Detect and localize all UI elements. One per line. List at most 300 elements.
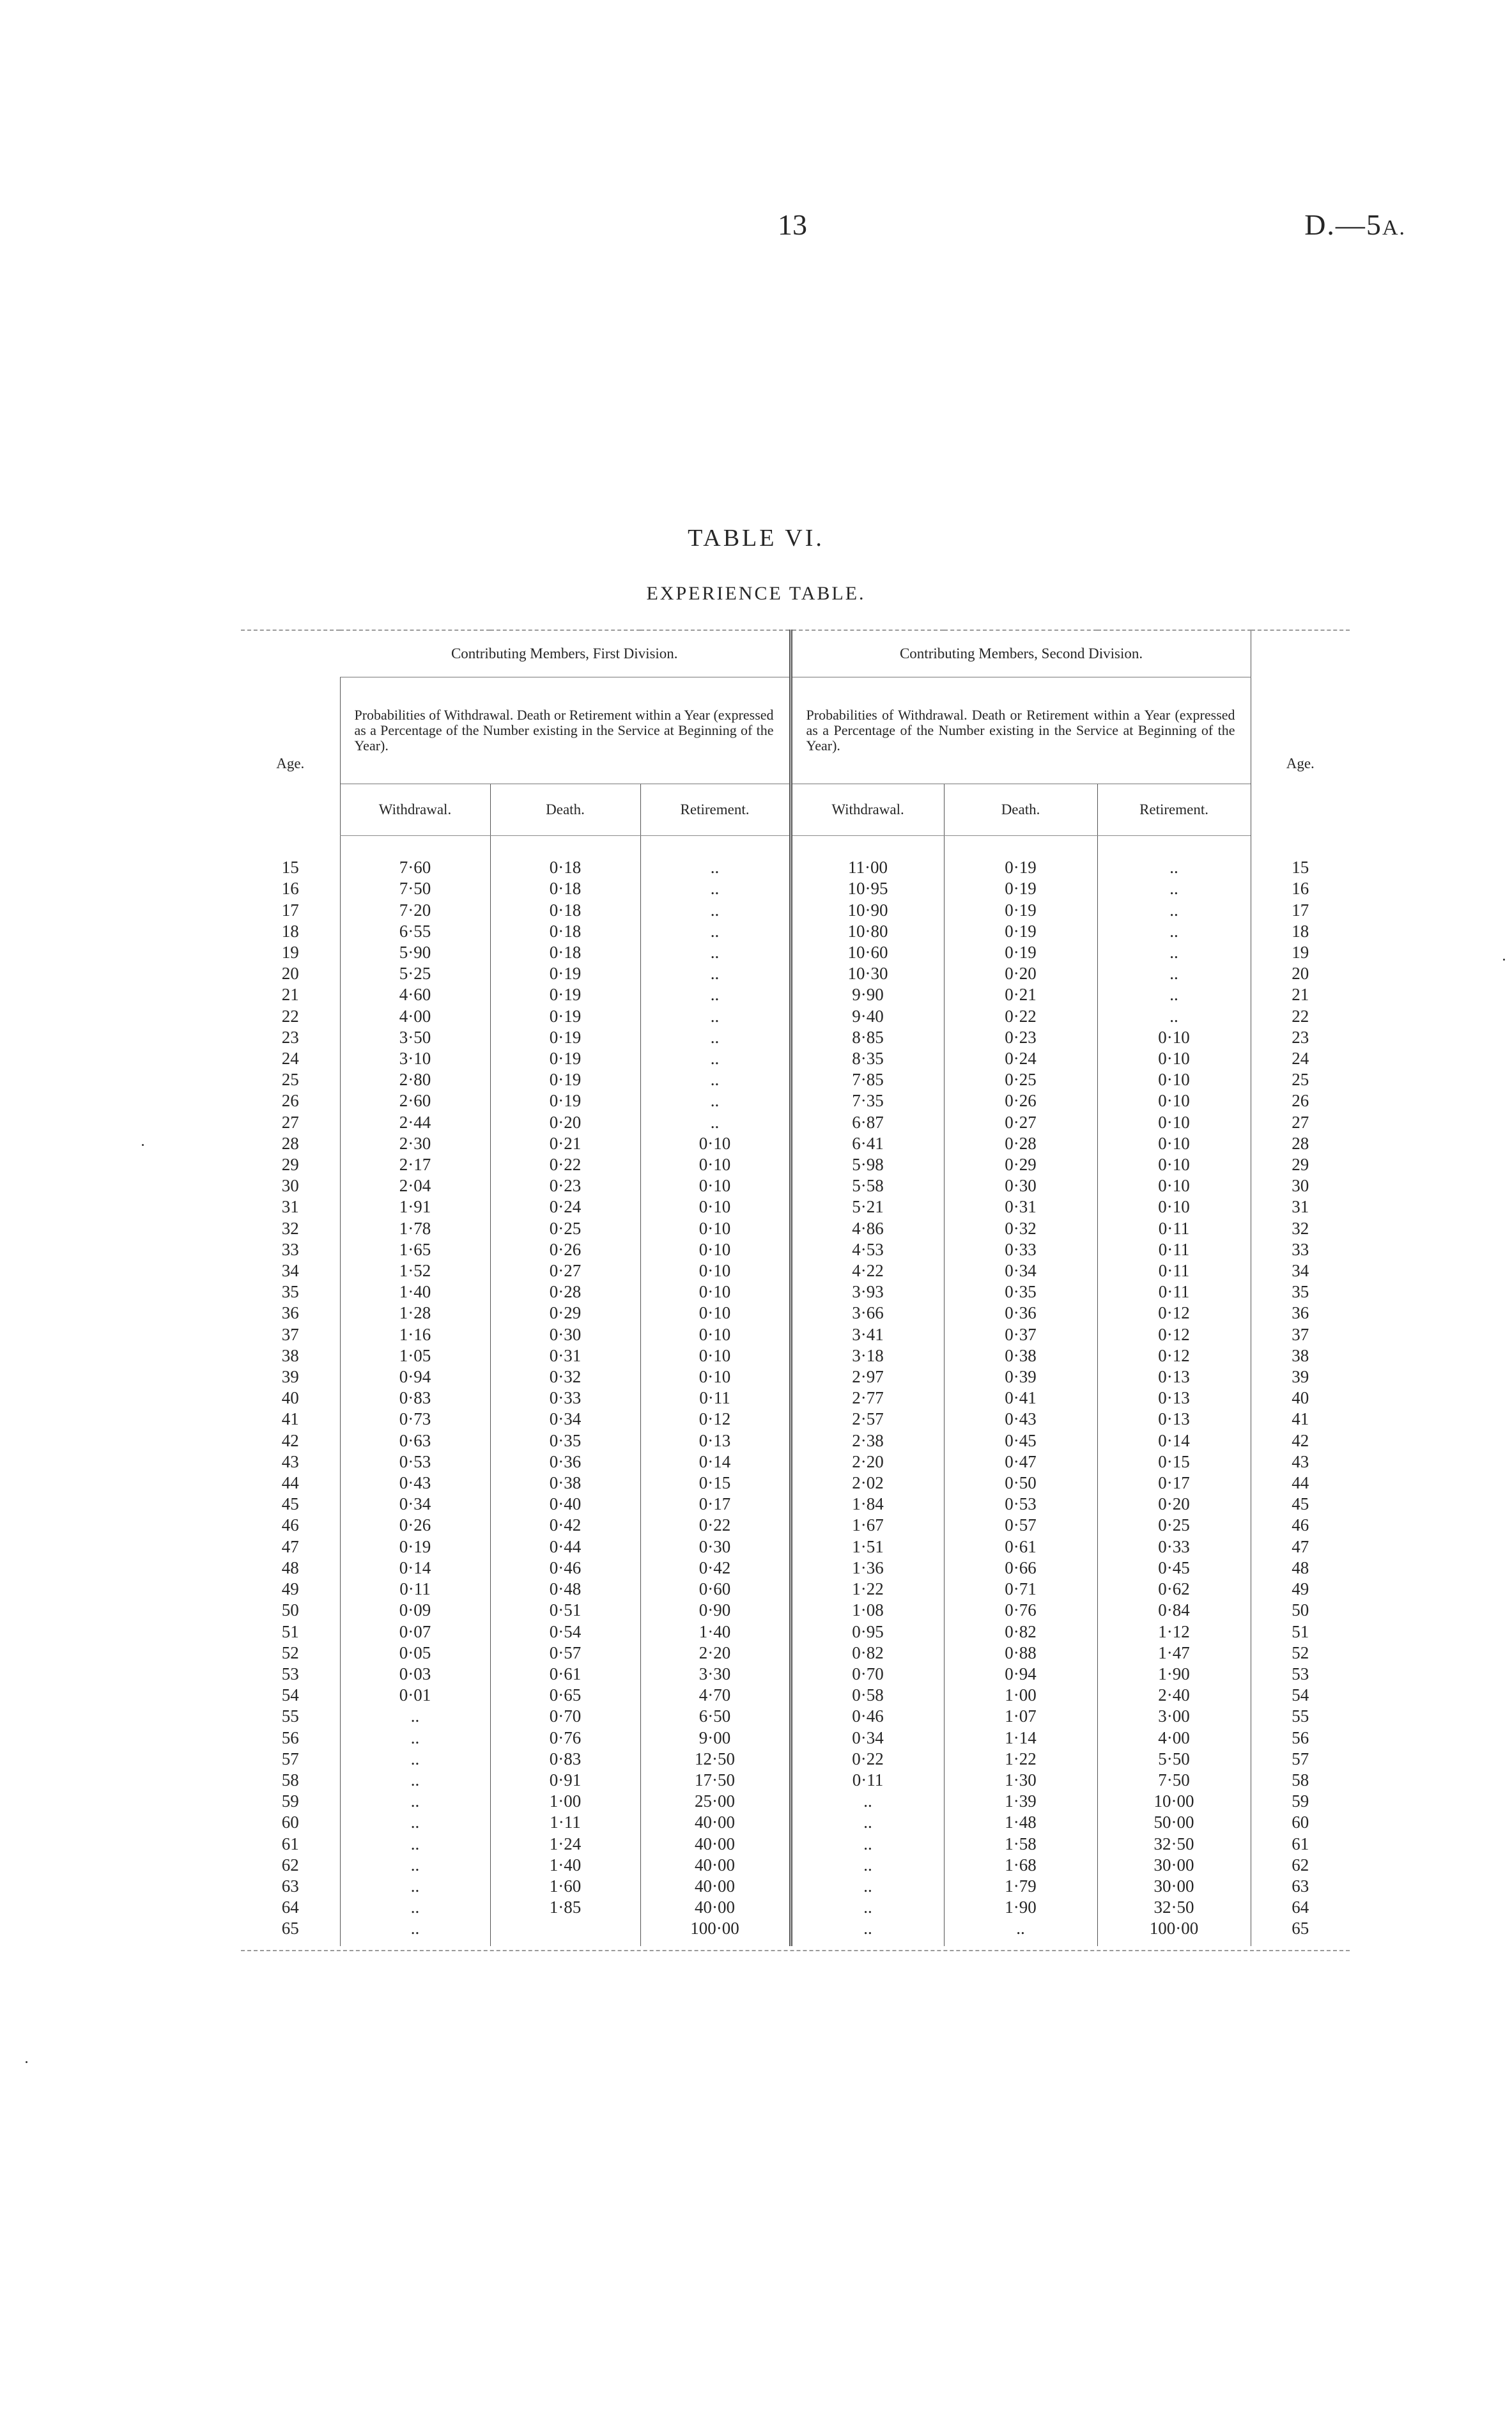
first-death-cell: 0·70	[490, 1706, 640, 1727]
second-death-cell: 1·79	[944, 1876, 1097, 1897]
first-retirement-cell: 40·00	[640, 1812, 791, 1833]
age-cell-right: 27	[1251, 1112, 1350, 1133]
age-cell-right: 26	[1251, 1090, 1350, 1111]
first-death-cell: 1·60	[490, 1876, 640, 1897]
second-retirement-cell: 0·12	[1097, 1345, 1251, 1366]
second-withdrawal-cell: 3·66	[791, 1303, 944, 1324]
first-retirement-cell: ..	[640, 878, 791, 899]
first-withdrawal-cell: ..	[340, 1876, 490, 1897]
first-withdrawal-cell: 0·34	[340, 1494, 490, 1515]
first-retirement-cell: 12·50	[640, 1749, 791, 1770]
age-cell-right: 34	[1251, 1260, 1350, 1281]
second-death-cell: 0·57	[944, 1515, 1097, 1536]
table-row	[241, 1812, 1350, 1833]
first-death-cell: 0·54	[490, 1621, 640, 1643]
first-withdrawal-cell: 1·78	[340, 1218, 490, 1239]
second-death-cell: 0·61	[944, 1536, 1097, 1558]
age-cell-right: 45	[1251, 1494, 1350, 1515]
table-row	[241, 1154, 1350, 1175]
table-row	[241, 1473, 1350, 1494]
age-cell-right: 39	[1251, 1366, 1350, 1388]
second-withdrawal-cell: 10·60	[791, 942, 944, 963]
table-row	[241, 1430, 1350, 1451]
spacer-cell	[490, 836, 640, 858]
second-withdrawal-cell: 0·22	[791, 1749, 944, 1770]
table-row	[241, 1706, 1350, 1727]
second-death-cell: 1·07	[944, 1706, 1097, 1727]
first-withdrawal-cell: 2·80	[340, 1069, 490, 1090]
second-retirement-cell: 0·17	[1097, 1473, 1251, 1494]
second-withdrawal-cell: 3·18	[791, 1345, 944, 1366]
second-withdrawal-cell: 2·57	[791, 1409, 944, 1430]
first-death-cell: 0·42	[490, 1515, 640, 1536]
second-retirement-cell: 1·90	[1097, 1664, 1251, 1685]
first-death-cell: 0·18	[490, 900, 640, 921]
table-row	[241, 1770, 1350, 1791]
first-withdrawal-cell: 0·09	[340, 1600, 490, 1621]
spacer-cell	[340, 836, 490, 858]
second-retirement-cell: 32·50	[1097, 1834, 1251, 1855]
first-death-cell: 0·32	[490, 1366, 640, 1388]
second-retirement-cell: 0·13	[1097, 1388, 1251, 1409]
table-row	[241, 1685, 1350, 1706]
first-withdrawal-cell: 0·01	[340, 1685, 490, 1706]
second-retirement-cell: 0·11	[1097, 1260, 1251, 1281]
first-retirement-cell: 0·30	[640, 1536, 791, 1558]
table-row	[241, 1643, 1350, 1664]
second-withdrawal-cell: 1·22	[791, 1579, 944, 1600]
second-death-cell: 0·37	[944, 1324, 1097, 1345]
second-retirement-cell: 0·10	[1097, 1069, 1251, 1090]
second-death-cell: 0·30	[944, 1175, 1097, 1196]
spacer-cell	[791, 836, 944, 858]
age-cell-left: 61	[281, 1834, 299, 1853]
first-withdrawal-cell: 0·07	[340, 1621, 490, 1643]
first-retirement-cell: 0·22	[640, 1515, 791, 1536]
first-retirement-cell: 0·60	[640, 1579, 791, 1600]
age-cell-right: 35	[1251, 1281, 1350, 1303]
age-cell-left: 45	[281, 1494, 299, 1514]
table-row	[241, 1409, 1350, 1430]
table-body	[241, 836, 1350, 1946]
age-cell-right: 59	[1251, 1791, 1350, 1812]
second-withdrawal-cell: 10·95	[791, 878, 944, 899]
second-withdrawal-cell: 2·77	[791, 1388, 944, 1409]
second-retirement-cell: 30·00	[1097, 1855, 1251, 1876]
second-withdrawal-cell: ..	[791, 1812, 944, 1833]
second-retirement-cell: 0·20	[1097, 1494, 1251, 1515]
table-row	[241, 1791, 1350, 1812]
first-death-cell: 0·76	[490, 1728, 640, 1749]
second-withdrawal-cell: 10·90	[791, 900, 944, 921]
first-withdrawal-cell: 3·10	[340, 1048, 490, 1069]
second-withdrawal-cell: 8·85	[791, 1027, 944, 1048]
first-withdrawal-cell: ..	[340, 1812, 490, 1833]
age-cell-right: 28	[1251, 1133, 1350, 1154]
second-withdrawal-cell: 5·21	[791, 1196, 944, 1218]
first-withdrawal-cell: 2·30	[340, 1133, 490, 1154]
age-cell-right: 41	[1251, 1409, 1350, 1430]
first-death-cell: 0·19	[490, 1069, 640, 1090]
document-reference	[1214, 208, 1406, 242]
second-death-cell: 0·19	[944, 921, 1097, 942]
first-withdrawal-cell: 2·17	[340, 1154, 490, 1175]
age-cell-right: 62	[1251, 1855, 1350, 1876]
first-death-cell	[490, 1918, 640, 1945]
first-death-cell: 0·19	[490, 1048, 640, 1069]
age-cell-right: 36	[1251, 1303, 1350, 1324]
second-withdrawal-cell: 0·82	[791, 1643, 944, 1664]
second-death-cell: 0·19	[944, 942, 1097, 963]
first-withdrawal-cell: 2·60	[340, 1090, 490, 1111]
age-cell-right: 30	[1251, 1175, 1350, 1196]
table-row	[241, 1303, 1350, 1324]
age-cell-left: 63	[281, 1876, 299, 1896]
first-death-cell: 0·34	[490, 1409, 640, 1430]
table-row	[241, 1855, 1350, 1876]
first-death-cell: 0·61	[490, 1664, 640, 1685]
second-death-cell: 0·47	[944, 1451, 1097, 1473]
experience-table-wrapper	[241, 630, 1350, 1946]
second-retirement-cell: 0·12	[1097, 1303, 1251, 1324]
table-row	[241, 1281, 1350, 1303]
first-death-cell: 0·19	[490, 1006, 640, 1027]
second-division-description-text: Probabilities of Withdrawal. Death or Retirement within a Year (expressed as a Percentage of the Number existing in the Service at Beginning of the Year).	[806, 707, 1235, 754]
second-death-cell: 0·94	[944, 1664, 1097, 1685]
second-death-cell: 0·45	[944, 1430, 1097, 1451]
table-row	[241, 1728, 1350, 1749]
first-retirement-cell: 0·15	[640, 1473, 791, 1494]
first-death-cell: 0·18	[490, 921, 640, 942]
second-retirement-cell: 0·10	[1097, 1090, 1251, 1111]
second-withdrawal-cell: 1·51	[791, 1536, 944, 1558]
first-retirement-header: Retirement.	[640, 784, 791, 836]
table-row	[241, 1536, 1350, 1558]
first-withdrawal-cell: ..	[340, 1728, 490, 1749]
second-withdrawal-cell: 1·67	[791, 1515, 944, 1536]
second-withdrawal-cell: ..	[791, 1897, 944, 1918]
second-death-cell: 0·23	[944, 1027, 1097, 1048]
age-cell-right: 22	[1251, 1006, 1350, 1027]
first-death-cell: 0·65	[490, 1685, 640, 1706]
first-retirement-cell: 40·00	[640, 1897, 791, 1918]
first-withdrawal-cell: 0·53	[340, 1451, 490, 1473]
first-death-cell: 0·28	[490, 1281, 640, 1303]
age-cell-left: 28	[281, 1133, 299, 1153]
first-retirement-cell: 0·90	[640, 1600, 791, 1621]
first-death-cell: 1·11	[490, 1812, 640, 1833]
table-row	[241, 984, 1350, 1005]
table-row	[241, 1069, 1350, 1090]
second-withdrawal-cell: 9·90	[791, 984, 944, 1005]
age-cell-left: 31	[281, 1197, 299, 1217]
first-death-cell: 0·18	[490, 857, 640, 878]
first-death-cell: 0·18	[490, 942, 640, 963]
first-withdrawal-cell: 0·63	[340, 1430, 490, 1451]
second-retirement-cell: 32·50	[1097, 1897, 1251, 1918]
first-withdrawal-cell: 7·20	[340, 900, 490, 921]
table-row	[241, 1133, 1350, 1154]
second-retirement-cell: ..	[1097, 942, 1251, 963]
first-death-cell: 0·35	[490, 1430, 640, 1451]
second-withdrawal-cell: 2·02	[791, 1473, 944, 1494]
first-withdrawal-cell: 5·25	[340, 963, 490, 984]
first-retirement-cell: 0·17	[640, 1494, 791, 1515]
second-retirement-cell: ..	[1097, 900, 1251, 921]
first-withdrawal-cell: 5·90	[340, 942, 490, 963]
age-cell-left: 35	[281, 1282, 299, 1302]
age-cell-left: 30	[281, 1176, 299, 1196]
age-cell-left: 24	[281, 1049, 299, 1069]
age-cell-right: 51	[1251, 1621, 1350, 1643]
first-death-cell: 0·26	[490, 1239, 640, 1260]
first-death-cell: 0·36	[490, 1451, 640, 1473]
age-cell-right: 65	[1251, 1918, 1350, 1945]
second-withdrawal-cell: 0·46	[791, 1706, 944, 1727]
second-death-cell: 0·43	[944, 1409, 1097, 1430]
first-withdrawal-cell: 6·55	[340, 921, 490, 942]
first-retirement-cell: ..	[640, 1006, 791, 1027]
second-death-cell: 1·00	[944, 1685, 1097, 1706]
second-retirement-cell: 0·11	[1097, 1281, 1251, 1303]
first-retirement-cell: 0·10	[640, 1345, 791, 1366]
first-retirement-cell: 0·10	[640, 1133, 791, 1154]
table-row	[241, 1027, 1350, 1048]
first-death-cell: 0·48	[490, 1579, 640, 1600]
second-withdrawal-cell: 7·35	[791, 1090, 944, 1111]
second-death-cell: 0·82	[944, 1621, 1097, 1643]
page-number: 13	[778, 208, 807, 241]
table-row	[241, 1664, 1350, 1685]
table-row	[241, 857, 1350, 878]
first-withdrawal-cell: 0·94	[340, 1366, 490, 1388]
second-death-cell: 0·34	[944, 1260, 1097, 1281]
age-cell-right: 44	[1251, 1473, 1350, 1494]
table-row	[241, 878, 1350, 899]
first-death-cell: 0·51	[490, 1600, 640, 1621]
age-cell-left: 32	[281, 1218, 299, 1238]
first-withdrawal-cell: 0·14	[340, 1558, 490, 1579]
table-row	[241, 1388, 1350, 1409]
age-cell-left: 48	[281, 1558, 299, 1577]
second-withdrawal-cell: 3·41	[791, 1324, 944, 1345]
second-withdrawal-cell: 0·70	[791, 1664, 944, 1685]
second-retirement-cell: 1·12	[1097, 1621, 1251, 1643]
age-cell-left: 53	[281, 1664, 299, 1683]
table-subtitle: EXPERIENCE TABLE.	[646, 583, 866, 604]
first-retirement-cell: 0·10	[640, 1218, 791, 1239]
age-cell-left: 65	[281, 1919, 299, 1938]
first-division-description	[340, 677, 791, 784]
age-cell-left: 46	[281, 1515, 299, 1535]
first-retirement-cell: 6·50	[640, 1706, 791, 1727]
second-death-cell: 1·39	[944, 1791, 1097, 1812]
second-withdrawal-cell: 0·58	[791, 1685, 944, 1706]
age-cell-right: 49	[1251, 1579, 1350, 1600]
second-death-cell: 1·68	[944, 1855, 1097, 1876]
first-withdrawal-cell: 2·04	[340, 1175, 490, 1196]
second-withdrawal-cell: 8·35	[791, 1048, 944, 1069]
first-retirement-cell: 9·00	[640, 1728, 791, 1749]
first-death-cell: 0·38	[490, 1473, 640, 1494]
age-cell-right: 61	[1251, 1834, 1350, 1855]
second-withdrawal-header: Withdrawal.	[791, 784, 944, 836]
second-retirement-cell: 10·00	[1097, 1791, 1251, 1812]
age-cell-left: 17	[281, 900, 299, 920]
age-cell-right: 32	[1251, 1218, 1350, 1239]
age-cell-left: 23	[281, 1027, 299, 1047]
first-retirement-cell: 0·10	[640, 1281, 791, 1303]
age-cell-left: 25	[281, 1070, 299, 1090]
second-withdrawal-cell: 0·95	[791, 1621, 944, 1643]
table-row	[241, 900, 1350, 921]
table-row	[241, 1006, 1350, 1027]
second-death-cell: 0·24	[944, 1048, 1097, 1069]
scan-speck	[26, 2061, 27, 2063]
second-death-cell: 0·76	[944, 1600, 1097, 1621]
first-withdrawal-cell: 2·44	[340, 1112, 490, 1133]
first-death-cell: 0·31	[490, 1345, 640, 1366]
first-death-cell: 0·40	[490, 1494, 640, 1515]
spacer-cell	[944, 836, 1097, 858]
second-retirement-cell: 0·84	[1097, 1600, 1251, 1621]
age-cell-left: 50	[281, 1600, 299, 1620]
second-death-cell: 0·29	[944, 1154, 1097, 1175]
second-death-cell: 0·21	[944, 984, 1097, 1005]
age-cell-right: 29	[1251, 1154, 1350, 1175]
second-withdrawal-cell: 7·85	[791, 1069, 944, 1090]
first-retirement-cell: ..	[640, 1069, 791, 1090]
second-withdrawal-cell: ..	[791, 1876, 944, 1897]
first-retirement-cell: 0·42	[640, 1558, 791, 1579]
first-retirement-cell: 0·10	[640, 1196, 791, 1218]
first-withdrawal-cell: 0·03	[340, 1664, 490, 1685]
first-retirement-cell: ..	[640, 1112, 791, 1133]
age-cell-left: 60	[281, 1813, 299, 1832]
table-header	[241, 630, 1350, 836]
first-withdrawal-cell: 1·40	[340, 1281, 490, 1303]
first-retirement-cell: 0·10	[640, 1260, 791, 1281]
first-withdrawal-cell: 1·28	[340, 1303, 490, 1324]
table-row	[241, 1112, 1350, 1133]
age-cell-right: 63	[1251, 1876, 1350, 1897]
second-retirement-header: Retirement.	[1097, 784, 1251, 836]
first-retirement-cell: 40·00	[640, 1876, 791, 1897]
age-cell-left: 19	[281, 943, 299, 962]
second-death-cell: 0·41	[944, 1388, 1097, 1409]
second-retirement-cell: 0·14	[1097, 1430, 1251, 1451]
table-row	[241, 1749, 1350, 1770]
first-retirement-cell: 0·10	[640, 1175, 791, 1196]
first-withdrawal-cell: 1·91	[340, 1196, 490, 1218]
age-cell-left: 44	[281, 1473, 299, 1493]
first-retirement-cell: 0·10	[640, 1324, 791, 1345]
first-death-cell: 0·23	[490, 1175, 640, 1196]
table-row	[241, 942, 1350, 963]
first-withdrawal-cell: 0·19	[340, 1536, 490, 1558]
first-retirement-cell: ..	[640, 921, 791, 942]
first-death-cell: 0·83	[490, 1749, 640, 1770]
spacer-cell	[640, 836, 791, 858]
age-cell-right: 25	[1251, 1069, 1350, 1090]
first-retirement-cell: 0·13	[640, 1430, 791, 1451]
age-cell-right: 24	[1251, 1048, 1350, 1069]
first-death-cell: 0·19	[490, 1027, 640, 1048]
first-death-cell: 0·33	[490, 1388, 640, 1409]
second-withdrawal-cell: 9·40	[791, 1006, 944, 1027]
second-withdrawal-cell: 5·98	[791, 1154, 944, 1175]
first-withdrawal-cell: 4·00	[340, 1006, 490, 1027]
second-death-cell: 0·35	[944, 1281, 1097, 1303]
first-retirement-cell: 4·70	[640, 1685, 791, 1706]
first-retirement-cell: 0·14	[640, 1451, 791, 1473]
first-retirement-cell: 3·30	[640, 1664, 791, 1685]
age-cell-left: 18	[281, 921, 299, 941]
second-death-cell: 0·88	[944, 1643, 1097, 1664]
age-cell-right: 20	[1251, 963, 1350, 984]
age-cell-left: 42	[281, 1430, 299, 1450]
first-retirement-cell: 40·00	[640, 1834, 791, 1855]
second-death-cell: 0·66	[944, 1558, 1097, 1579]
age-cell-left: 34	[281, 1261, 299, 1281]
age-cell-left: 49	[281, 1579, 299, 1599]
second-retirement-cell: 1·47	[1097, 1643, 1251, 1664]
second-withdrawal-cell: 10·30	[791, 963, 944, 984]
first-withdrawal-cell: 1·16	[340, 1324, 490, 1345]
first-retirement-cell: ..	[640, 1048, 791, 1069]
age-cell-left: 36	[281, 1303, 299, 1323]
age-cell-left: 21	[281, 985, 299, 1005]
second-retirement-cell: 0·45	[1097, 1558, 1251, 1579]
first-death-cell: 1·40	[490, 1855, 640, 1876]
table-row	[241, 1621, 1350, 1643]
age-cell-right: 50	[1251, 1600, 1350, 1621]
first-death-cell: 0·20	[490, 1112, 640, 1133]
table-row	[241, 1239, 1350, 1260]
first-withdrawal-cell: 1·65	[340, 1239, 490, 1260]
second-retirement-cell: ..	[1097, 1006, 1251, 1027]
second-retirement-cell: 0·10	[1097, 1175, 1251, 1196]
table-row	[241, 1876, 1350, 1897]
first-withdrawal-cell: ..	[340, 1706, 490, 1727]
table-row	[241, 921, 1350, 942]
age-cell-right: 16	[1251, 878, 1350, 899]
age-cell-right: 40	[1251, 1388, 1350, 1409]
first-withdrawal-cell: 7·50	[340, 878, 490, 899]
age-cell-left: 47	[281, 1536, 299, 1556]
second-retirement-cell: 0·15	[1097, 1451, 1251, 1473]
first-retirement-cell: ..	[640, 942, 791, 963]
second-withdrawal-cell: 3·93	[791, 1281, 944, 1303]
table-row	[241, 1366, 1350, 1388]
age-cell-left: 22	[281, 1006, 299, 1026]
scan-speck	[142, 1144, 144, 1146]
first-withdrawal-cell: 4·60	[340, 984, 490, 1005]
second-retirement-cell: 0·62	[1097, 1579, 1251, 1600]
age-cell-left: 37	[281, 1324, 299, 1344]
second-death-cell: 0·27	[944, 1112, 1097, 1133]
age-cell-left: 55	[281, 1706, 299, 1726]
age-cell-right: 64	[1251, 1897, 1350, 1918]
second-retirement-cell: 0·25	[1097, 1515, 1251, 1536]
spacer-cell	[1097, 836, 1251, 858]
age-cell-left: 64	[281, 1898, 299, 1917]
second-death-cell: 0·19	[944, 857, 1097, 878]
first-withdrawal-cell: ..	[340, 1918, 490, 1945]
second-retirement-cell: 7·50	[1097, 1770, 1251, 1791]
second-withdrawal-cell: 2·97	[791, 1366, 944, 1388]
second-withdrawal-cell: 6·87	[791, 1112, 944, 1133]
